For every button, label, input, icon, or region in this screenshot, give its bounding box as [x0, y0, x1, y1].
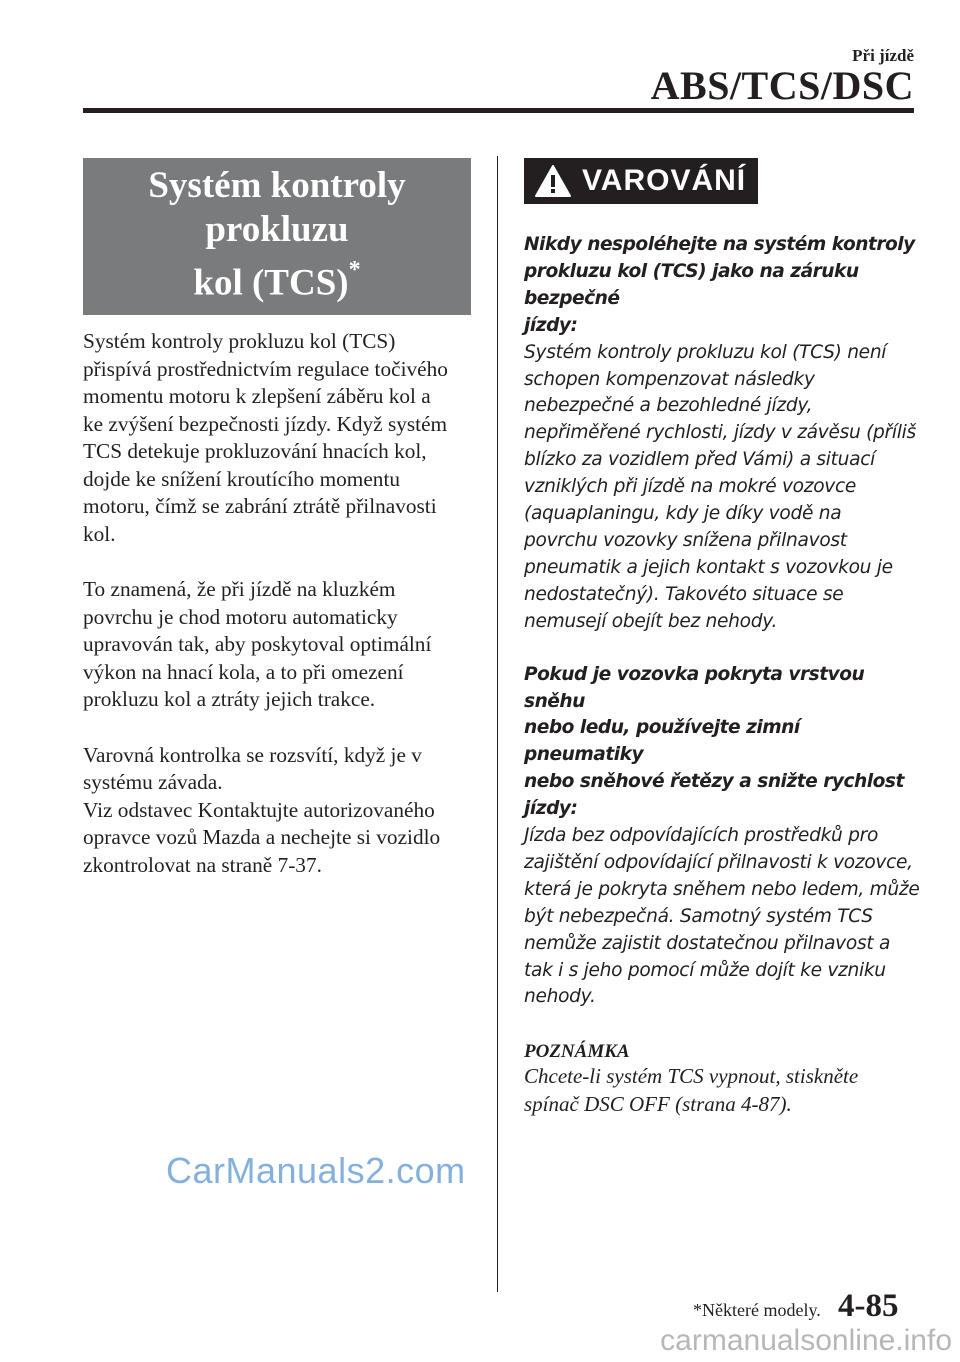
section-heading	[83, 158, 471, 315]
left-column	[83, 158, 471, 879]
text-line: dojde ke snížení kroutícího momentu	[83, 466, 401, 491]
warning-2-heading-line: nebo sněhové řetězy a snižte rychlost jízdy:	[524, 771, 904, 820]
text-line: upravován tak, aby poskytoval optimální	[83, 632, 432, 657]
text-line: povrchu je chod motoru automaticky	[83, 604, 398, 629]
section-heading-line2-wrap	[87, 252, 467, 305]
warning-2-text-line: Jízda bez odpovídajících prostředků pro	[524, 825, 879, 847]
warning-2-heading-line: nebo ledu, používejte zimní pneumatiky	[524, 717, 800, 766]
text-line: zkontrolovat na straně 7-37.	[83, 852, 322, 877]
warning-1-text-line: nemusejí obejít bez nehody.	[524, 610, 778, 632]
section-heading-line2: kol (TCS)	[193, 262, 349, 304]
warning-1-text-line: schopen kompenzovat následky	[524, 368, 815, 390]
text-line: Varovná kontrolka se rozsvítí, když je v	[83, 742, 422, 767]
warning-2-text-line: být nebezpečná. Samotný systém TCS	[524, 905, 873, 927]
slippery-surface-paragraph	[83, 576, 471, 714]
warning-1-heading-line: jízdy:	[524, 314, 578, 336]
warning-2-text-line: tak i s jeho pomocí může dojít ke vzniku	[524, 959, 886, 981]
note-heading: POZNÁMKA	[524, 1041, 630, 1063]
text-line: To znamená, že při jízdě na kluzkém	[83, 577, 396, 602]
warning-light-paragraph	[83, 742, 471, 880]
column-divider	[497, 156, 498, 1292]
note-block	[524, 1041, 924, 1118]
warning-triangle-icon	[534, 164, 572, 198]
right-column	[524, 158, 924, 1118]
warning-1	[524, 232, 924, 636]
site-watermark: carmanualsonline.info	[660, 1324, 952, 1357]
warning-1-text-line: Systém kontroly prokluzu kol (TCS) není	[524, 341, 887, 363]
text-line: ke zvýšení bezpečnosti jízdy. Když systém	[83, 411, 448, 436]
warning-1-text-line: nebezpečné a bezohledné jízdy,	[524, 395, 813, 417]
text-line: prokluzu kol a ztráty jejich trakce.	[83, 687, 376, 712]
text-line: kol.	[83, 521, 116, 546]
warning-1-heading-line: prokluzu kol (TCS) jako na záruku bezpečné	[524, 260, 859, 309]
text-line: systému závada.	[83, 770, 223, 795]
text-line: motoru, čímž se zabrání ztrátě přilnavosti	[83, 494, 437, 519]
warning-1-text-line: vzniklých při jízdě na mokré vozovce	[524, 476, 857, 498]
warning-2-heading-line: Pokud je vozovka pokryta vrstvou sněhu	[524, 663, 865, 712]
text-line: přispívá prostřednictvím regulace točivého	[83, 356, 448, 381]
model-availability-mark: *	[348, 257, 361, 283]
running-section-label: Při jízdě	[852, 46, 914, 65]
note-text-line: Chcete-li systém TCS vypnout, stiskněte	[524, 1064, 859, 1089]
section-heading-line1: Systém kontroly prokluzu	[148, 165, 406, 250]
warning-2-text-line: nehody.	[524, 986, 596, 1008]
warning-1-text-line: nepřiměřené rychlosti, jízdy v závěsu (příliš	[524, 422, 916, 444]
warning-1-text-line: pneumatik a jejich kontakt s vozovkou je	[524, 556, 893, 578]
page-number: 4-85	[838, 1288, 899, 1324]
text-line: Viz odstavec Kontaktujte autorizovaného	[83, 797, 435, 822]
warning-2	[524, 662, 924, 1012]
header-rule	[83, 108, 914, 113]
running-section-title: ABS/TCS/DSC	[650, 63, 914, 108]
text-line: opravce vozů Mazda a nechejte si vozidlo	[83, 825, 441, 850]
text-line: výkon na hnací kola, a to při omezení	[83, 659, 404, 684]
warning-2-text-line: nemůže zajistit dostatečnou přilnavost a	[524, 932, 891, 954]
text-line: momentu motoru k zlepšení záběru kol a	[83, 384, 431, 409]
warning-1-text-line: nedostatečný). Takovéto situace se	[524, 583, 844, 605]
warning-1-text-line: blízko za vozidlem před Vámi) a situací	[524, 449, 876, 471]
watermark-logo: CarManuals2.com	[166, 1150, 466, 1191]
warning-1-heading-line: Nikdy nespoléhejte na systém kontroly	[524, 234, 915, 255]
warning-2-text-line: zajištění odpovídající přilnavosti k vozovce,	[524, 851, 913, 873]
intro-paragraph	[83, 328, 471, 548]
note-text-line: spínač DSC OFF (strana 4-87).	[524, 1091, 792, 1116]
text-line: Systém kontroly prokluzu kol (TCS)	[83, 329, 396, 354]
warning-banner	[524, 158, 758, 204]
warning-label: VAROVÁNÍ	[582, 164, 747, 197]
warning-1-text-line: povrchu vozovky snížena přilnavost	[524, 529, 847, 551]
warning-1-text-line: (aquaplaningu, kdy je díky vodě na	[524, 503, 842, 525]
text-line: TCS detekuje prokluzování hnacích kol,	[83, 439, 427, 464]
warning-2-text-line: která je pokryta sněhem nebo ledem, může	[524, 878, 920, 900]
footnote: *Některé modely.	[693, 1300, 821, 1320]
